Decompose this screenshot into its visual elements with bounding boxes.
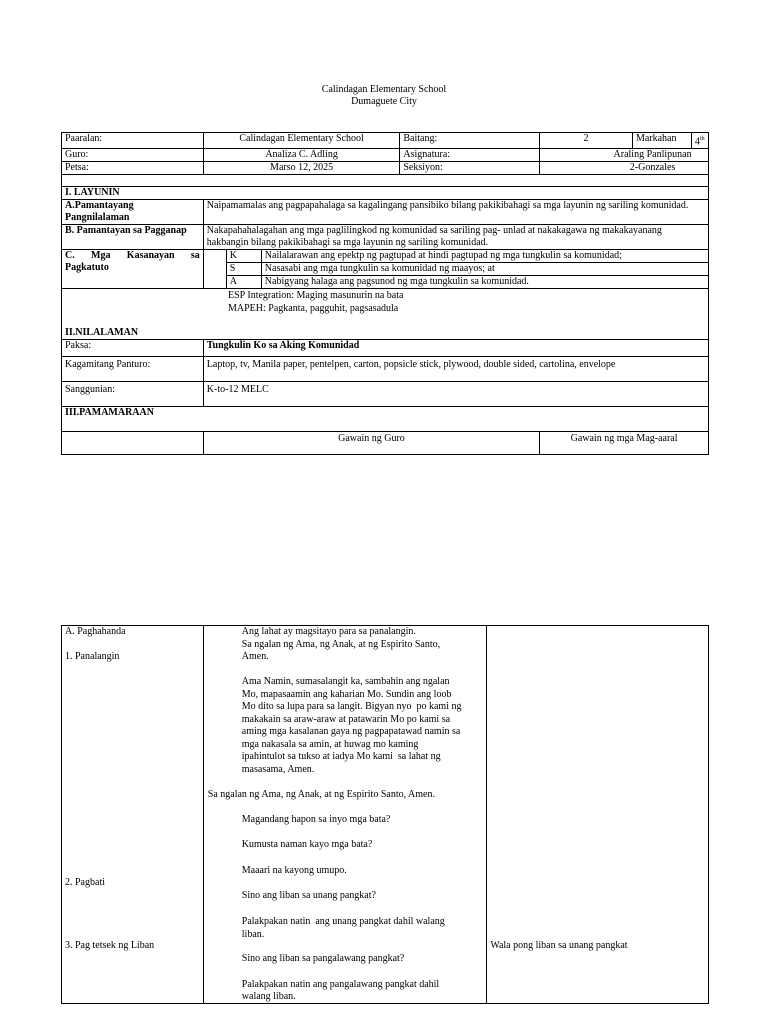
kasanayan-cell <box>203 250 708 289</box>
guro-line: Sino ang liban sa pangalawang pangkat? <box>241 953 405 964</box>
pamamaraan-columns-row <box>62 432 709 455</box>
guro-line: Sa ngalan ng Ama, ng Anak, at ng Espirito Santo, <box>241 638 441 650</box>
sanggunian-value: K-to-12 MELC <box>203 382 708 407</box>
kasanayan-label: C. Mga Kasanayan sa Pagkatuto <box>62 250 204 289</box>
guro-line: mga nakasala sa amin, at huwag mo kaming <box>241 738 419 750</box>
paaralan-label: Paaralan: <box>62 133 204 149</box>
magaaral-line: Wala pong liban sa unang pangkat <box>490 940 628 951</box>
sanggunian-row <box>62 382 709 407</box>
pamantayang-pangnilalaman-label: A.Pamantayang Pangnilalaman <box>62 200 204 225</box>
guro-line: aming mga kasalanan gaya ng pagpapatawad namin sa <box>241 726 461 737</box>
kasanayan-text: Nailalarawan ang epektp ng pagtupad at hindi pagtupad ng mga tungkulin sa komunidad; <box>261 250 708 263</box>
pamamaraan-heading-row <box>62 407 709 432</box>
procedure-table <box>61 625 709 1004</box>
guro-line: Mo, mapasaamin ang kaharian Mo. Sundin ang loob <box>241 688 452 700</box>
kagamitan-value: Laptop, tv, Manila paper, pentelpen, carton, popsicle stick, plywood, double sided, cartolina, envelope <box>203 357 708 382</box>
guro-line: Mo dito sa lupa para sa langit. Bigyan nyo po kami ng <box>241 701 462 712</box>
markahan-value <box>691 133 708 149</box>
layunin-b-row <box>62 225 709 250</box>
guro-line: Kumusta naman kayo mga bata? <box>241 839 373 850</box>
kasanayan-code: K <box>226 250 261 263</box>
kasanayan-text: Nabigyang halaga ang pagsunod ng mga tungkulin sa komunidad. <box>261 276 708 289</box>
procedure-row <box>62 626 709 1004</box>
pamamaraan-heading <box>62 407 709 432</box>
seksiyon-value: 2-Gonzales <box>540 162 709 175</box>
kagamitan-row <box>62 357 709 382</box>
pamantayan-sa-pagganap-text: Nakapahahalagahan ang mga paglilingkod ng komunidad sa sariling pag- unlad at nakakagawa ng makakayanang hakbangin bilang pakikibahagi sa mga layunin ng sariling komunidad. <box>203 225 708 250</box>
guro-line: Ang lahat ay magsitayo para sa panalangin. <box>241 626 416 637</box>
nilalaman-heading: II.NILALAMAN <box>65 327 139 339</box>
pamamaraan-empty-cell <box>62 432 204 455</box>
procedure-step-cell <box>62 626 204 1004</box>
sanggunian-label: Sanggunian: <box>62 382 204 407</box>
guro-line: Ama Namin, sumasalangit ka, sambahin ang ngalan <box>241 676 450 687</box>
paksa-value: Tungkulin Ko sa Aking Komunidad <box>203 340 708 357</box>
layunin-a-row <box>62 200 709 225</box>
integration-and-nilalaman-row <box>62 289 709 340</box>
kasanayan-text: Nasasabi ang mga tungkulin sa komunidad ng maayos; at <box>261 263 708 276</box>
step-paghahanda: A. Paghahanda <box>65 626 126 637</box>
guro-line: Palakpakan natin ang unang pangkat dahil walang <box>241 916 445 927</box>
guro-line: ipahintulot sa tukso at iadya Mo kami sa lahat ng <box>241 751 441 762</box>
layunin-c-row <box>62 250 709 289</box>
petsa-label: Petsa: <box>62 162 204 175</box>
guro-value: Analiza C. Adling <box>203 149 400 162</box>
city-name: Dumaguete City <box>351 96 417 107</box>
step-pag-tetsek-ng-liban: 3. Pag tetsek ng Liban <box>65 940 155 951</box>
asignatura-value: Araling Panlipunan <box>540 149 709 162</box>
spacer-cell <box>62 175 709 187</box>
paksa-row <box>62 340 709 357</box>
pamantayan-sa-pagganap-label: B. Pamantayan sa Pagganap <box>62 225 204 250</box>
guro-line: masasama, Amen. <box>241 763 315 775</box>
markahan-number: 4 <box>694 136 700 148</box>
guro-line: Maaari na kayong umupo. <box>241 865 347 876</box>
guro-line: Palakpakan natin ang pangalawang pangkat dahil <box>241 979 440 990</box>
paksa-label: Paksa: <box>62 340 204 357</box>
guro-line: liban. <box>241 928 265 940</box>
info-row-guro <box>62 149 709 162</box>
petsa-value: Marso 12, 2025 <box>203 162 400 175</box>
guro-label: Guro: <box>62 149 204 162</box>
kasanayan-row <box>226 250 708 263</box>
kasanayan-code: A <box>226 276 261 289</box>
step-panalangin: 1. Panalangin <box>65 651 120 662</box>
guro-line: Sino ang liban sa unang pangkat? <box>241 890 376 901</box>
gawain-ng-magaaral-header: Gawain ng mga Mag-aaral <box>540 432 709 455</box>
info-row-paaralan <box>62 133 709 149</box>
guro-line: Sa ngalan ng Ama, ng Anak, at ng Espirito Santo, Amen. <box>207 789 435 800</box>
guro-line: makakain sa araw-araw at patawarin Mo po kami sa <box>241 713 451 725</box>
school-name: Calindagan Elementary School <box>321 84 447 95</box>
markahan-label: Markahan <box>632 133 691 149</box>
pamantayang-pangnilalaman-text: Naipamamalas ang pagpapahalaga sa kagalingang pansibiko bilang pakikibahagi sa mga layunin ng sariling komunidad. <box>203 200 708 225</box>
markahan-suffix: th <box>699 136 705 142</box>
guro-line: walang liban. <box>241 991 296 1002</box>
gawain-ng-guro-cell <box>203 626 487 1004</box>
layunin-heading: I. LAYUNIN <box>62 187 709 200</box>
layunin-heading-row <box>62 187 709 200</box>
kasanayan-table <box>226 250 708 288</box>
mapeh-integration: MAPEH: Pagkanta, pagguhit, pagsasadula <box>228 303 399 315</box>
kagamitan-label: Kagamitang Panturo: <box>62 357 204 382</box>
esp-integration: ESP Integration: Maging masunurin na bata <box>228 290 404 302</box>
step-pagbati: 2. Pagbati <box>65 877 105 888</box>
baitang-value: 2 <box>540 133 633 149</box>
seksiyon-label: Seksiyon: <box>400 162 540 175</box>
asignatura-label: Asignatura: <box>400 149 540 162</box>
kasanayan-code: S <box>226 263 261 276</box>
paaralan-value: Calindagan Elementary School <box>203 133 400 149</box>
lesson-plan-table <box>61 132 709 455</box>
gawain-ng-guro-header: Gawain ng Guro <box>203 432 539 455</box>
gawain-ng-magaaral-cell <box>487 626 709 1004</box>
kasanayan-row <box>226 276 708 289</box>
kasanayan-row <box>226 263 708 276</box>
guro-line: Magandang hapon sa inyo mga bata? <box>241 814 391 825</box>
guro-line: Amen. <box>241 651 269 662</box>
pamamaraan-heading-text: III.PAMAMARAAN <box>65 407 154 419</box>
spacer-row <box>62 175 709 187</box>
info-row-petsa <box>62 162 709 175</box>
integration-cell <box>62 289 709 340</box>
baitang-label: Baitang: <box>400 133 540 149</box>
